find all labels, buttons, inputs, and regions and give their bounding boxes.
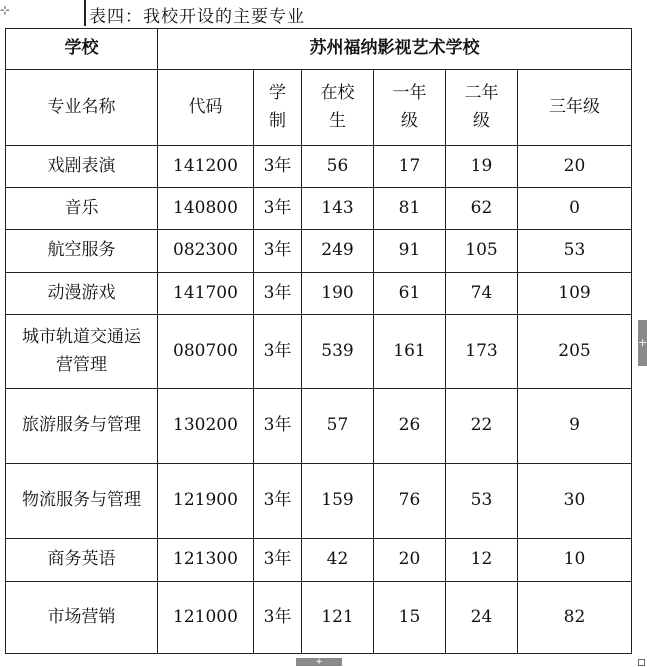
header-grade1: 一年级 <box>374 70 446 146</box>
school-name-cell: 苏州福纳影视艺术学校 <box>158 29 632 70</box>
table-row <box>6 188 632 230</box>
cell-grade2: 105 <box>446 230 518 273</box>
table-resize-handle-icon[interactable] <box>638 659 645 666</box>
table-row <box>6 389 632 464</box>
school-label-cell: 学校 <box>6 29 158 70</box>
cell-major: 物流服务与管理 <box>6 464 158 539</box>
table-row <box>6 315 632 389</box>
cell-duration: 3年 <box>254 464 302 539</box>
cell-major: 音乐 <box>6 188 158 230</box>
cell-enrolled: 42 <box>302 539 374 582</box>
cell-duration: 3年 <box>254 188 302 230</box>
cell-major: 城市轨道交通运营管理 <box>6 315 158 389</box>
header-enrolled: 在校生 <box>302 70 374 146</box>
cell-duration: 3年 <box>254 230 302 273</box>
table-row <box>6 230 632 273</box>
cell-duration: 3年 <box>254 273 302 315</box>
header-major: 专业名称 <box>6 70 158 146</box>
cell-grade3: 53 <box>518 230 632 273</box>
cell-grade3: 82 <box>518 582 632 654</box>
table-caption: 表四：我校开设的主要专业 <box>89 7 305 27</box>
cell-major: 戏剧表演 <box>6 146 158 188</box>
cell-major: 旅游服务与管理 <box>6 389 158 464</box>
cell-enrolled: 121 <box>302 582 374 654</box>
cell-duration: 3年 <box>254 315 302 389</box>
cell-code: 121900 <box>158 464 254 539</box>
cell-enrolled: 539 <box>302 315 374 389</box>
cell-grade1: 161 <box>374 315 446 389</box>
table-row <box>6 539 632 582</box>
cell-major: 商务英语 <box>6 539 158 582</box>
cell-grade1: 20 <box>374 539 446 582</box>
cell-enrolled: 249 <box>302 230 374 273</box>
cell-grade3: 0 <box>518 188 632 230</box>
cell-enrolled: 190 <box>302 273 374 315</box>
cell-grade2: 62 <box>446 188 518 230</box>
cell-enrolled: 56 <box>302 146 374 188</box>
table-row <box>6 582 632 654</box>
cell-grade3: 20 <box>518 146 632 188</box>
header-duration: 学制 <box>254 70 302 146</box>
cell-grade1: 81 <box>374 188 446 230</box>
cell-enrolled: 143 <box>302 188 374 230</box>
cell-grade1: 76 <box>374 464 446 539</box>
cell-duration: 3年 <box>254 582 302 654</box>
cell-grade2: 53 <box>446 464 518 539</box>
cell-code: 080700 <box>158 315 254 389</box>
cell-grade2: 19 <box>446 146 518 188</box>
cell-code: 121000 <box>158 582 254 654</box>
add-row-plus-icon[interactable]: + <box>296 658 342 666</box>
cell-grade3: 30 <box>518 464 632 539</box>
cell-grade1: 15 <box>374 582 446 654</box>
cell-code: 130200 <box>158 389 254 464</box>
cell-grade2: 12 <box>446 539 518 582</box>
majors-table <box>5 28 632 654</box>
cell-grade3: 9 <box>518 389 632 464</box>
header-grade2: 二年级 <box>446 70 518 146</box>
cell-major: 航空服务 <box>6 230 158 273</box>
cell-code: 141700 <box>158 273 254 315</box>
cell-major: 市场营销 <box>6 582 158 654</box>
table-row <box>6 273 632 315</box>
header-grade3: 三年级 <box>518 70 632 146</box>
table-row <box>6 146 632 188</box>
cell-code: 141200 <box>158 146 254 188</box>
cell-major: 动漫游戏 <box>6 273 158 315</box>
cell-grade3: 10 <box>518 539 632 582</box>
table-row <box>6 464 632 539</box>
cell-duration: 3年 <box>254 146 302 188</box>
cell-code: 140800 <box>158 188 254 230</box>
cell-grade2: 173 <box>446 315 518 389</box>
cell-enrolled: 159 <box>302 464 374 539</box>
cell-grade3: 109 <box>518 273 632 315</box>
cell-code: 121300 <box>158 539 254 582</box>
cell-code: 082300 <box>158 230 254 273</box>
cell-grade2: 24 <box>446 582 518 654</box>
cell-grade2: 74 <box>446 273 518 315</box>
cell-grade1: 91 <box>374 230 446 273</box>
cell-grade1: 61 <box>374 273 446 315</box>
cell-grade1: 17 <box>374 146 446 188</box>
text-cursor <box>84 0 86 26</box>
cell-grade1: 26 <box>374 389 446 464</box>
cell-grade2: 22 <box>446 389 518 464</box>
add-column-plus-icon[interactable]: + <box>638 320 647 366</box>
header-code: 代码 <box>158 70 254 146</box>
cell-duration: 3年 <box>254 389 302 464</box>
table-move-handle-icon[interactable]: ⊹ <box>0 3 11 17</box>
cell-grade3: 205 <box>518 315 632 389</box>
cell-duration: 3年 <box>254 539 302 582</box>
cell-enrolled: 57 <box>302 389 374 464</box>
